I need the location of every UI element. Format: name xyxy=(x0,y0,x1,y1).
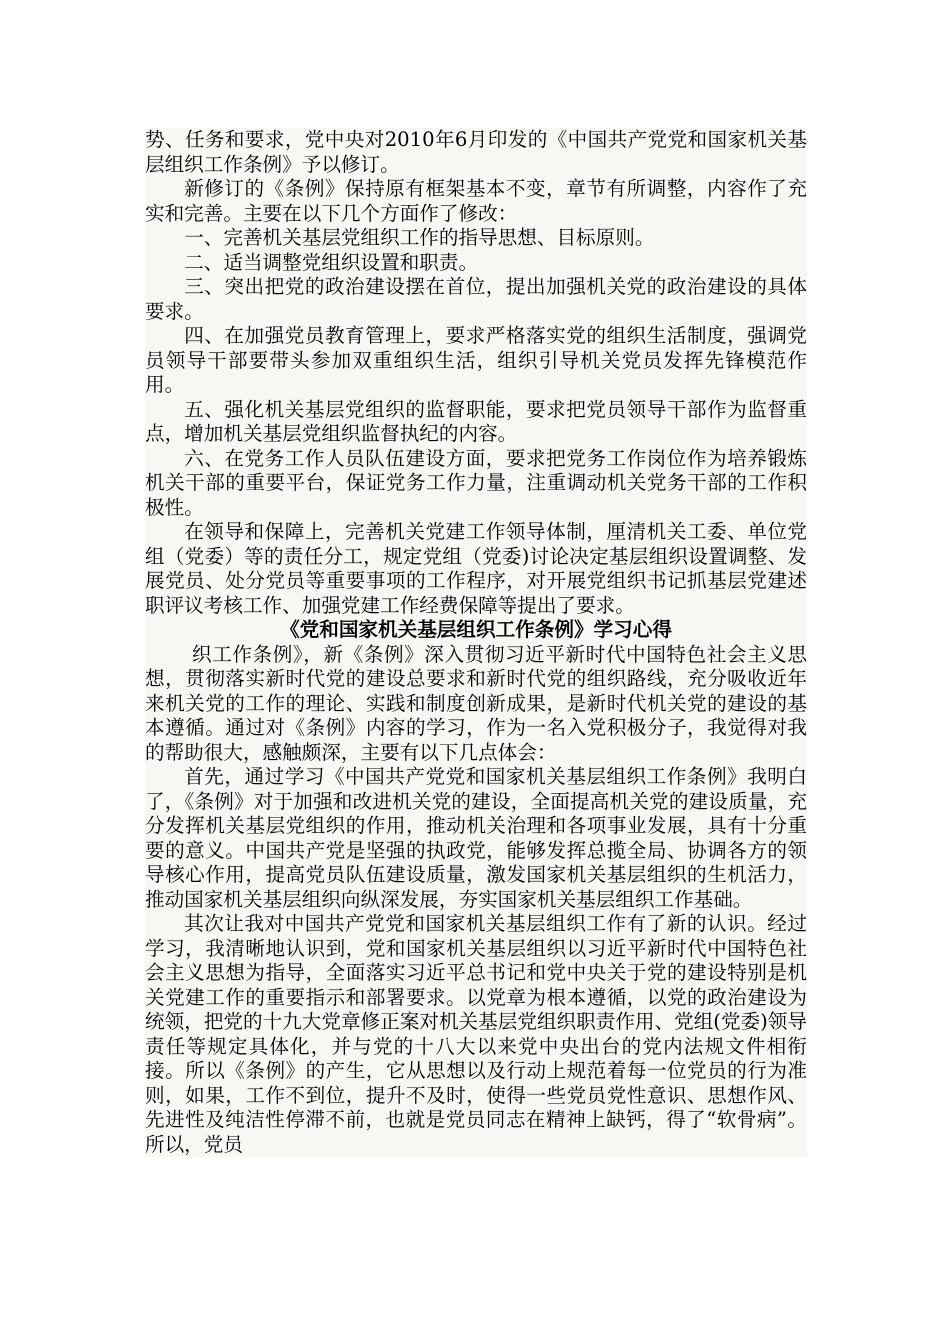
paragraph-leadership: 在领导和保障上，完善机关党建工作领导体制，厘清机关工委、单位党组（党委）等的责任分工，规定党组（党委)讨论决定基层组织设置调整、发展党员、处分党员等重要事项的工作程序，对开展党组织书记抓基层党建述职评议考核工作、加强党建工作经费保障等提出了要求。 xyxy=(145,520,807,617)
paragraph-second-point: 其次让我对中国共产党党和国家机关基层组织工作有了新的认识。经过学习，我清晰地认识到，党和国家机关基层组织以习近平新时代中国特色社会主义思想为指导，全面落实习近平总书记和党中央关于党的建设特别是机关党建工作的重要指示和部署要求。以党章为根本遵循，以党的政治建设为统领，把党的十九大党章修正案对机关基层党组织职责作用、党组(党委)领导责任等规定具体化，并与党的十八大以来党中央出台的党内法规文件相衔接。所以《条例》的产生，它从思想以及行动上规范着每一位党员的行为准则，如果，工作不到位，提升不及时，使得一些党员党性意识、思想作风、先进性及纯洁性停滞不前，也就是党员同志在精神上缺钙，得了“软骨病”。所以，党员 xyxy=(145,912,807,1156)
paragraph-item-1: 一、完善机关基层党组织工作的指导思想、目标原则。 xyxy=(145,226,807,251)
paragraph-item-5: 五、强化机关基层党组织的监督职能，要求把党员领导干部作为监督重点，增加机关基层党组织监督执纪的内容。 xyxy=(145,397,807,445)
paragraph-first-point: 首先，通过学习《中国共产党党和国家机关基层组织工作条例》我明白了，《条例》对于加强和改进机关党的建设，全面提高机关党的建设质量，充分发挥机关基层党组织的作用，推动机关治理和各项事业发展，具有十分重要的意义。中国共产党是坚强的执政党，能够发挥总揽全局、协调各方的领导核心作用，提高党员队伍建设质量，激发国家机关基层组织的生机活力，推动国家机关基层组织向纵深发展，夯实国家机关基层组织工作基础。 xyxy=(145,765,807,911)
paragraph-item-2: 二、适当调整党组织设置和职责。 xyxy=(145,251,807,276)
paragraph-item-4: 四、在加强党员教育管理上，要求严格落实党的组织生活制度，强调党员领导干部要带头参加双重组织生活，组织引导机关党员发挥先锋模范作用。 xyxy=(145,324,807,396)
section-heading: 《党和国家机关基层组织工作条例》学习心得 xyxy=(145,618,807,643)
paragraph-item-6: 六、在党务工作人员队伍建设方面，要求把党务工作岗位作为培养锻炼机关干部的重要平台，保证党务工作力量，注重调动机关党务干部的工作积极性。 xyxy=(145,446,807,519)
paragraph-continuation: 势、任务和要求，党中央对2010年6月印发的《中国共产党党和国家机关基层组织工作条例》予以修订。 xyxy=(145,128,807,176)
paragraph-revision-intro: 新修订的《条例》保持原有框架基本不变，章节有所调整，内容作了充实和完善。主要在以下几个方面作了修改： xyxy=(145,177,807,225)
paragraph-study-intro: 织工作条例》，新《条例》深入贯彻习近平新时代中国特色社会主义思想，贯彻落实新时代党的建设总要求和新时代党的组织路线，充分吸收近年来机关党的工作的理论、实践和制度创新成果，是新时代机关党的建设的基本遵循。通过对《条例》内容的学习，作为一名入党积极分子，我觉得对我的帮助很大，感触颇深，主要有以下几点体会： xyxy=(145,642,807,764)
document-body xyxy=(145,128,807,1157)
paragraph-item-3: 三、突出把党的政治建设摆在首位，提出加强机关党的政治建设的具体要求。 xyxy=(145,275,807,323)
